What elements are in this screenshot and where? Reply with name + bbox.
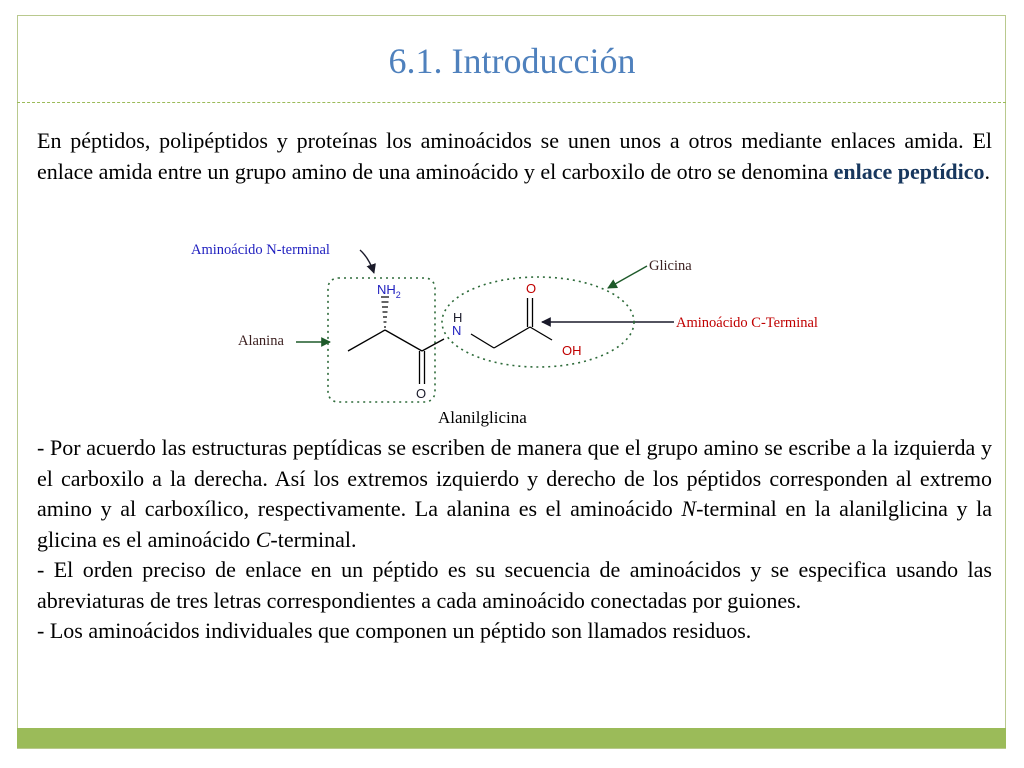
molecule-skeleton <box>348 298 552 384</box>
label-c-terminal: Aminoácido C-Terminal <box>676 315 818 331</box>
stereo-hashed-bond <box>381 297 389 327</box>
body-p1-italic-c: C <box>255 526 271 552</box>
body-p1-part-b: -terminal en la alanilglicina y la glicina es el aminoácido <box>37 496 992 552</box>
body-p1-italic-n: N <box>681 496 697 521</box>
body-text <box>37 433 992 647</box>
peptide-bond-term: enlace peptídico <box>833 158 985 184</box>
body-paragraph-2: - El orden preciso de enlace en un péptido es su secuencia de aminoácidos y se especifica usando las abreviaturas de tres letras correspondientes a cada aminoácido conectadas por guiones. <box>37 557 992 613</box>
body-p1-part-a: - Por acuerdo las estructuras peptídicas se escriben de manera que el grupo amino se escribe a la izquierda y el carboxilo a la derecha. Así los extremos izquierdo y derecho de los péptidos corresponden al extremo amino y al carboxílico, respectivamente. La alanina es el aminoácido <box>37 435 992 521</box>
intro-text: En péptidos, polipéptidos y proteínas los aminoácidos se unen unos a otros mediante enlaces amida. El enlace amida entre un grupo amino de una aminoácido y el carboxilo de otro se denomina <box>37 128 992 184</box>
atom-o-top: O <box>526 281 537 296</box>
intro-paragraph <box>37 126 992 187</box>
body-paragraph-1 <box>37 433 992 555</box>
arrow-glicina <box>608 266 647 288</box>
atom-n: N <box>452 323 462 338</box>
title-divider <box>17 102 1006 103</box>
atom-oh: OH <box>562 343 582 358</box>
arrow-n-terminal <box>360 250 374 273</box>
body-p1-part-d: -terminal. <box>270 526 357 552</box>
footer-bar <box>17 728 1006 748</box>
atom-h: H <box>453 310 463 325</box>
label-glicina: Glicina <box>649 258 692 274</box>
slide-title: 6.1. Introducción <box>388 41 636 81</box>
atom-o-bottom: O <box>416 386 427 401</box>
alanylglycine-diagram <box>180 236 860 431</box>
label-n-terminal: Aminoácido N-terminal <box>191 242 330 258</box>
body-paragraph-3: - Los aminoácidos individuales que componen un péptido son llamados residuos. <box>37 618 752 643</box>
label-alanina: Alanina <box>238 333 284 349</box>
diagram-caption: Alanilglicina <box>438 408 527 427</box>
atom-nh2: $NH_2$ <box>377 282 401 300</box>
intro-end: . <box>984 158 991 184</box>
